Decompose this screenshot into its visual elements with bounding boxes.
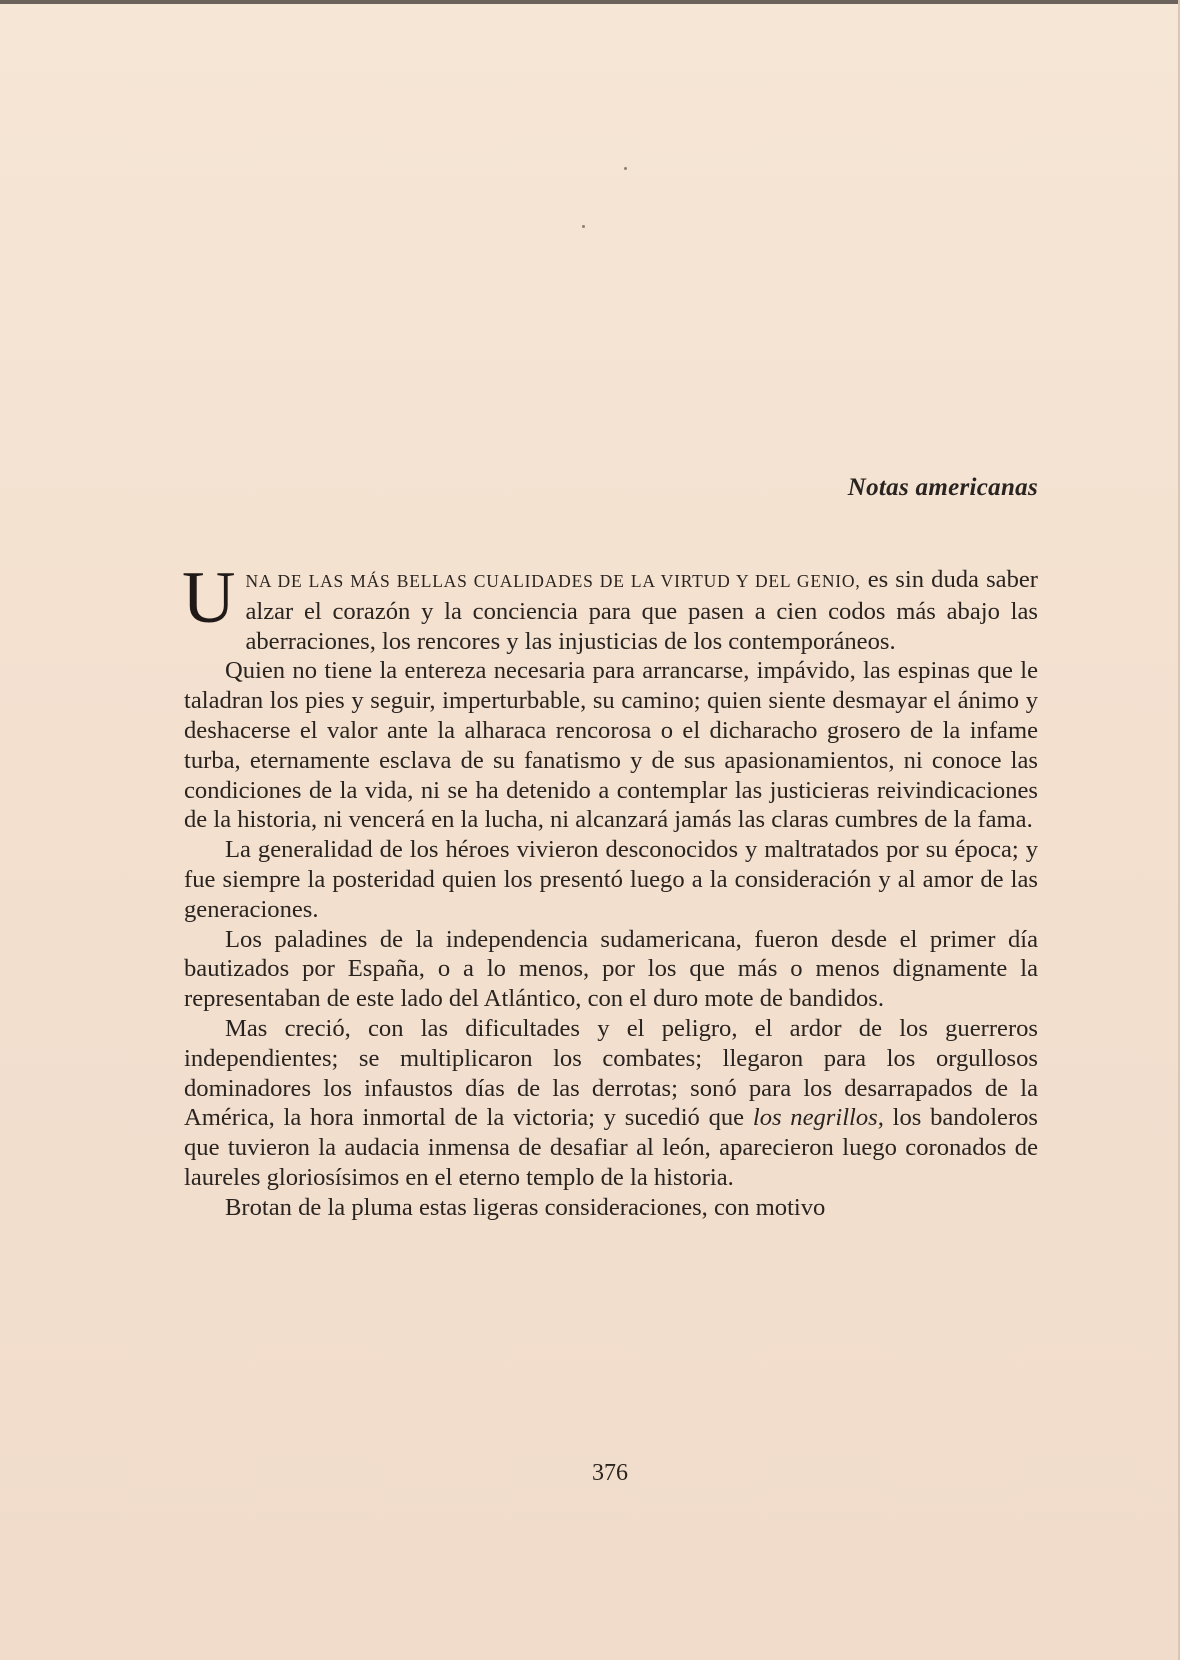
paragraph (184, 1014, 1038, 1193)
paragraph-text: es sin duda saber alzar el corazón y la conciencia para que pasen a cien codos más abajo las aberraciones, los rencores y las injusticias de los contemporáneos. (245, 566, 1038, 655)
paragraph-text: los bandoleros que tuvieron la audacia inmensa de desafiar al león, aparecieron luego coronados de laureles gloriosísimos en el eterno templo de la historia. (184, 1104, 1039, 1191)
paragraph (182, 557, 1038, 656)
paper-speck (624, 167, 627, 170)
paragraph: Brotan de la pluma estas ligeras consideraciones, con motivo (225, 1193, 826, 1221)
paper-speck (582, 225, 585, 228)
paragraph: Los paladines de la independencia sudamericana, fueron desde el primer día bautizados por España, o a lo menos, por los que más o menos dignamente la representaban de este lado del Atlántico, con el duro mote de bandidos. (184, 925, 1038, 1013)
page-top-edge (0, 0, 1180, 4)
drop-cap: U (182, 557, 236, 639)
lead-smallcaps: NA DE LAS MÁS BELLAS CUALIDADES DE LA VIRTUD Y DEL GENIO, (245, 571, 861, 591)
article-body (182, 557, 1039, 1223)
section-title: Notas americanas (847, 474, 1038, 501)
page-number: 376 (592, 1460, 628, 1486)
paragraph: La generalidad de los héroes vivieron desconocidos y maltratados por su época; y fue siempre la posteridad quien los presentó luego a la consideración y al amor de las generaciones. (184, 836, 1038, 923)
italic-phrase: los negrillos, (752, 1104, 884, 1132)
paragraph-text: Mas creció, con las dificultades y el peligro, el ardor de los guerreros independientes; se multiplicaron los combates; llegaron para los orgullosos dominadores los infaustos días de las derrotas; sonó para los desarrapados de la América, la hora inmortal de la victoria; y sucedió que (184, 1014, 1038, 1132)
paragraph: Quien no tiene la entereza necesaria para arrancarse, impávido, las espinas que le taladran los pies y seguir, imperturbable, su camino; quien siente desmayar el ánimo y deshacerse el valor ante la alharaca rencorosa o el dicharacho grosero de la infame turba, eternamente esclava de su fanatismo y de sus apasionamientos, ni conoce las condiciones de la vida, ni se ha detenido a contemplar las justicieras reivindicaciones de la historia, ni vencerá en la lucha, ni alcanzará jamás las claras cumbres de la fama. (184, 657, 1038, 834)
